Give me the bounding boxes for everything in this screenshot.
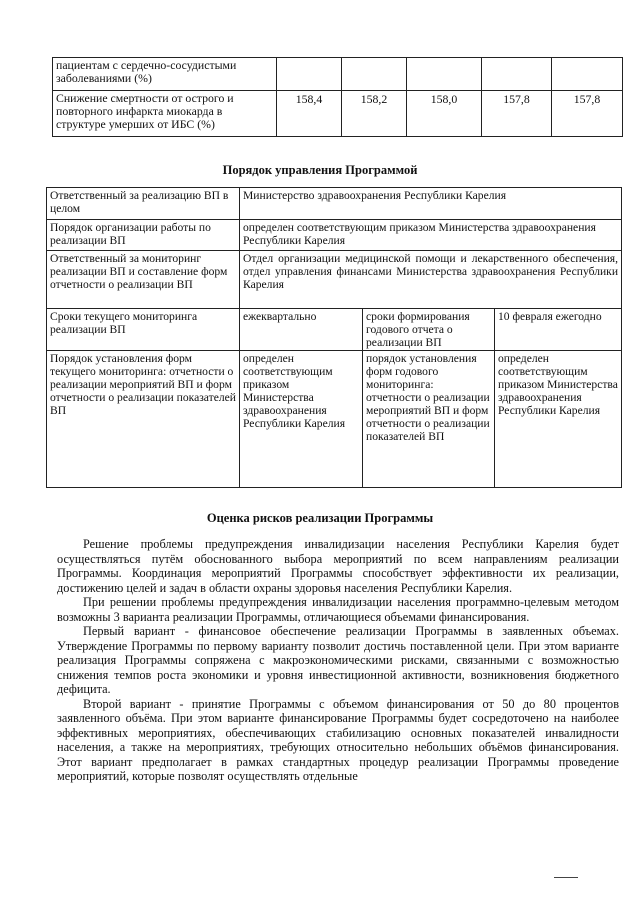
indicators-table	[52, 57, 623, 137]
page-corner-mark	[554, 877, 578, 878]
risks-heading: Оценка рисков реализации Программы	[206, 511, 434, 525]
annual-forms-order: определен соответствующим приказом Министерства здравоохранения Республики Карелия	[495, 351, 622, 488]
value-cell: 158,0	[407, 91, 482, 137]
row-value: Отдел организации медицинской помощи и лекарственного обеспечения, отдел управления финансами Министерства здравоохранения Республики Карелия	[240, 251, 622, 309]
value-cell: 157,8	[552, 91, 623, 137]
monitoring-period: ежеквартально	[240, 309, 363, 351]
indicator-cell: пациентам с сердечно-сосудистыми заболеваниями (%)	[53, 58, 277, 91]
value-cell: 157,8	[482, 91, 552, 137]
paragraph: Второй вариант - принятие Программы с объемом финансирования от 50 до 80 процентов заявленного объёма. При этом варианте финансирование Программы будет сосредоточено на наиболее эффективных мероприятиях, обеспечивающих стабилизацию основных показателей инвалидности населения, а также на мероприятиях, требующих относительно небольших объёмов финансирования. Этот вариант предполагает в рамках стандартных процедур реализации Программы проведение мероприятий, которые позволят осуществлять отдельные	[57, 696, 619, 783]
paragraph: Решение проблемы предупреждения инвалидизации населения Республики Карелия будет осуществляться путём обоснованного выбора мероприятий по всем направлениям реализации Программы. Координация мероприятий Программы способствует эффективности их реализации, достижению целей и задач в области охраны здоровья населения Республики Карелия.	[57, 537, 619, 595]
risks-text	[57, 537, 619, 784]
annual-forms-label: порядок установления форм годового мониторинга: отчетности о реализации мероприятий ВП и форм отчетности о реализации показателей ВП	[363, 351, 495, 488]
row-label: Порядок организации работы по реализации ВП	[47, 220, 240, 251]
paragraph: Первый вариант - финансовое обеспечение реализации Программы в заявленных объемах. Утверждение Программы по первому варианту позволит достичь поставленной цели. При этом варианте реализация Программы сопряжена с макроэкономическими рисками, связанными с возможностью снижения темпов роста экономики и уровня инвестиционной активности, возникновения бюджетного дефицита.	[57, 624, 619, 696]
value-cell	[407, 58, 482, 91]
table-row	[47, 220, 622, 251]
row-label: Ответственный за мониторинг реализации ВП и составление форм отчетности о реализации ВП	[47, 251, 240, 309]
row-label: Порядок установления форм текущего мониторинга: отчетности о реализации мероприятий ВП и форм отчетности о реализации показателей ВП	[47, 351, 240, 488]
indicator-cell: Снижение смертности от острого и повторного инфаркта миокарда в структуре умерших от ИБС (%)	[53, 91, 277, 137]
paragraph: При решении проблемы предупреждения инвалидизации населения программно-целевым методом возможны 3 варианта реализации Программы, отличающиеся объемами финансирования.	[57, 595, 619, 624]
value-cell	[277, 58, 342, 91]
row-value: Министерство здравоохранения Республики Карелия	[240, 188, 622, 220]
row-label: Ответственный за реализацию ВП в целом	[47, 188, 240, 220]
management-heading: Порядок управления Программой	[222, 163, 418, 177]
table-row	[53, 91, 623, 137]
value-cell: 158,4	[277, 91, 342, 137]
value-cell	[482, 58, 552, 91]
report-deadline-label: сроки формирования годового отчета о реализации ВП	[363, 309, 495, 351]
table-row	[53, 58, 623, 91]
value-cell	[342, 58, 407, 91]
table-row	[47, 251, 622, 309]
row-value: определен соответствующим приказом Министерства здравоохранения Республики Карелия	[240, 220, 622, 251]
table-row	[47, 188, 622, 220]
table-row	[47, 309, 622, 351]
forms-order: определен соответствующим приказом Министерства здравоохранения Республики Карелия	[240, 351, 363, 488]
management-table	[46, 187, 622, 488]
value-cell	[552, 58, 623, 91]
table-row	[47, 351, 622, 488]
row-label: Сроки текущего мониторинга реализации ВП	[47, 309, 240, 351]
report-deadline-value: 10 февраля ежегодно	[495, 309, 622, 351]
value-cell: 158,2	[342, 91, 407, 137]
